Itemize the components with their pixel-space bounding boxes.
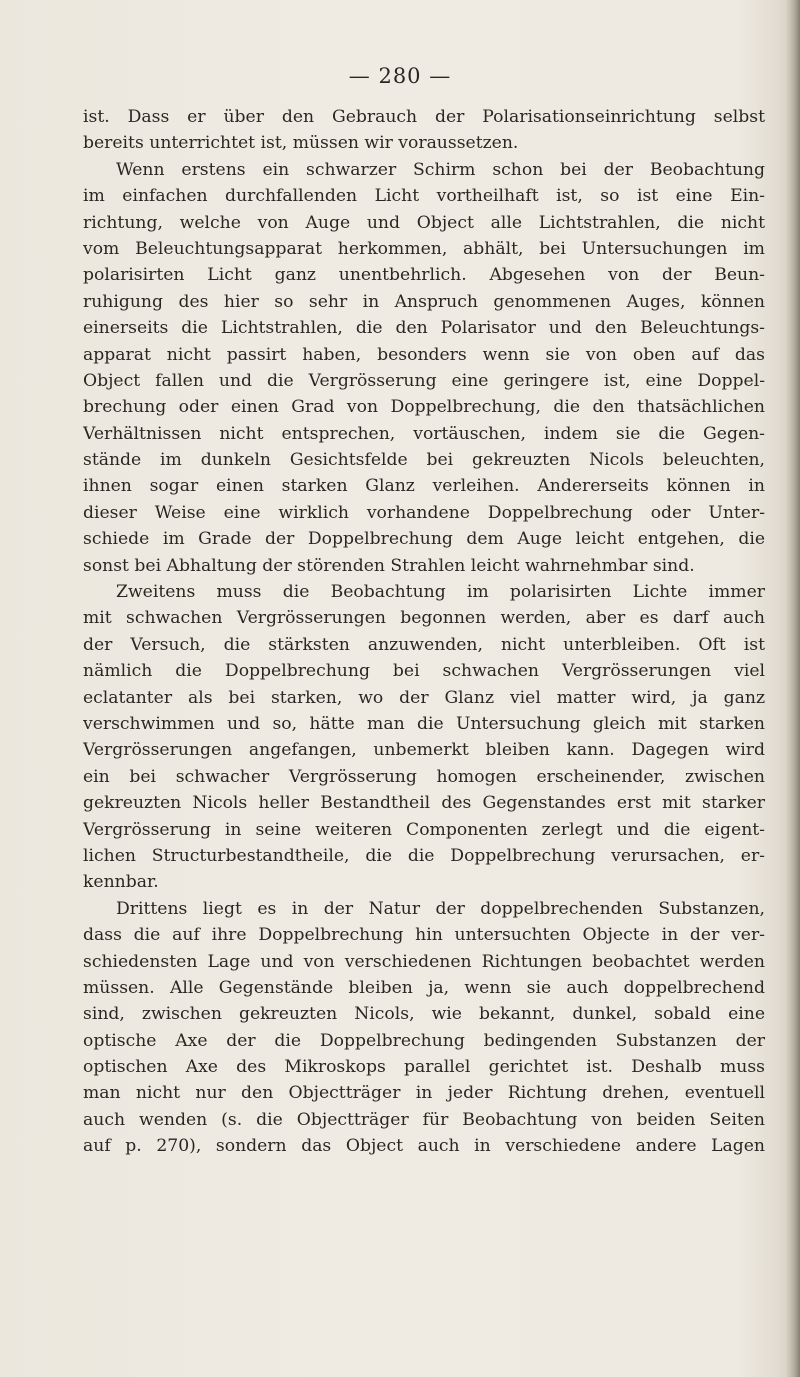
- text-line: eclatanter als bei starken, wo der Glanz viel matter wird, ja ganz: [83, 687, 765, 708]
- text-line: bereits unterrichtet ist, müssen wir voraussetzen.: [83, 133, 519, 154]
- text-line: optische Axe der die Doppelbrechung bedingenden Substanzen der: [83, 1030, 765, 1051]
- text-line: auf p. 270), sondern das Object auch in verschiedene andere Lagen: [83, 1136, 765, 1157]
- text-line: ist. Dass er über den Gebrauch der Polarisationseinrichtung selbst: [83, 107, 765, 127]
- text-line: im einfachen durchfallenden Licht vortheilhaft ist, so ist eine Ein-: [83, 186, 765, 207]
- text-line: auch wenden (s. die Objectträger für Beobachtung von beiden Seiten: [83, 1109, 765, 1130]
- text-line: ein bei schwacher Vergrösserung homogen erscheinender, zwischen: [83, 766, 765, 787]
- text-line: polarisirten Licht ganz unentbehrlich. Abgesehen von der Beun-: [83, 265, 765, 286]
- text-line: dass die auf ihre Doppelbrechung hin untersuchten Objecte in der ver-: [83, 925, 765, 946]
- text-line: sonst bei Abhaltung der störenden Strahlen leicht wahrnehmbar sind.: [83, 555, 695, 576]
- text-line: stände im dunkeln Gesichtsfelde bei gekreuzten Nicols beleuchten,: [83, 450, 765, 471]
- text-line: Object fallen und die Vergrösserung eine geringere ist, eine Doppel-: [83, 370, 765, 391]
- text-line: schiede im Grade der Doppelbrechung dem Auge leicht entgehen, die: [83, 529, 765, 550]
- text-line: Zweitens muss die Beobachtung im polarisirten Lichte immer: [116, 582, 765, 603]
- text-line: apparat nicht passirt haben, besonders wenn sie von oben auf das: [83, 344, 765, 365]
- text-line: lichen Structurbestandtheile, die die Doppelbrechung verursachen, er-: [83, 845, 765, 866]
- text-line: Vergrösserung in seine weiteren Componenten zerlegt und die eigent-: [83, 819, 765, 840]
- text-line: richtung, welche von Auge und Object alle Lichtstrahlen, die nicht: [83, 212, 765, 233]
- text-line: brechung oder einen Grad von Doppelbrechung, die den thatsächlichen: [83, 397, 765, 418]
- text-line: man nicht nur den Objectträger in jeder Richtung drehen, eventuell: [83, 1083, 765, 1104]
- text-line: einerseits die Lichtstrahlen, die den Polarisator und den Beleuchtungs-: [83, 318, 765, 339]
- page-edge-shadow: [786, 0, 800, 1377]
- text-line: kennbar.: [83, 872, 159, 893]
- page-number: — 280 —: [348, 64, 452, 88]
- text-line: vom Beleuchtungsapparat herkommen, abhält, bei Untersuchungen im: [83, 238, 765, 259]
- text-line: gekreuzten Nicols heller Bestandtheil des Gegenstandes erst mit starker: [83, 793, 765, 814]
- text-line: nämlich die Doppelbrechung bei schwachen Vergrösserungen viel: [83, 661, 765, 682]
- text-line: Verhältnissen nicht entsprechen, vortäuschen, indem sie die Gegen-: [83, 423, 765, 444]
- text-line: müssen. Alle Gegenstände bleiben ja, wenn sie auch doppelbrechend: [83, 977, 765, 998]
- text-line: Vergrösserungen angefangen, unbemerkt bleiben kann. Dagegen wird: [83, 740, 765, 761]
- text-line: sind, zwischen gekreuzten Nicols, wie bekannt, dunkel, sobald eine: [83, 1004, 765, 1025]
- text-line: verschwimmen und so, hätte man die Untersuchung gleich mit starken: [83, 713, 765, 734]
- text-line: Wenn erstens ein schwarzer Schirm schon bei der Beobachtung: [116, 159, 765, 180]
- text-line: dieser Weise eine wirklich vorhandene Doppelbrechung oder Unter-: [83, 502, 765, 523]
- text-line: ihnen sogar einen starken Glanz verleihen. Andererseits können in: [83, 476, 765, 497]
- text-line: Drittens liegt es in der Natur der doppelbrechenden Substanzen,: [116, 898, 765, 919]
- text-line: der Versuch, die stärksten anzuwenden, nicht unterbleiben. Oft ist: [83, 634, 765, 655]
- text-line: schiedensten Lage und von verschiedenen Richtungen beobachtet werden: [83, 951, 765, 972]
- text-line: ruhigung des hier so sehr in Anspruch genommenen Auges, können: [83, 291, 765, 312]
- body-text: [83, 104, 765, 1160]
- text-line: optischen Axe des Mikroskops parallel gerichtet ist. Deshalb muss: [83, 1057, 765, 1078]
- text-line: mit schwachen Vergrösserungen begonnen werden, aber es darf auch: [83, 608, 765, 629]
